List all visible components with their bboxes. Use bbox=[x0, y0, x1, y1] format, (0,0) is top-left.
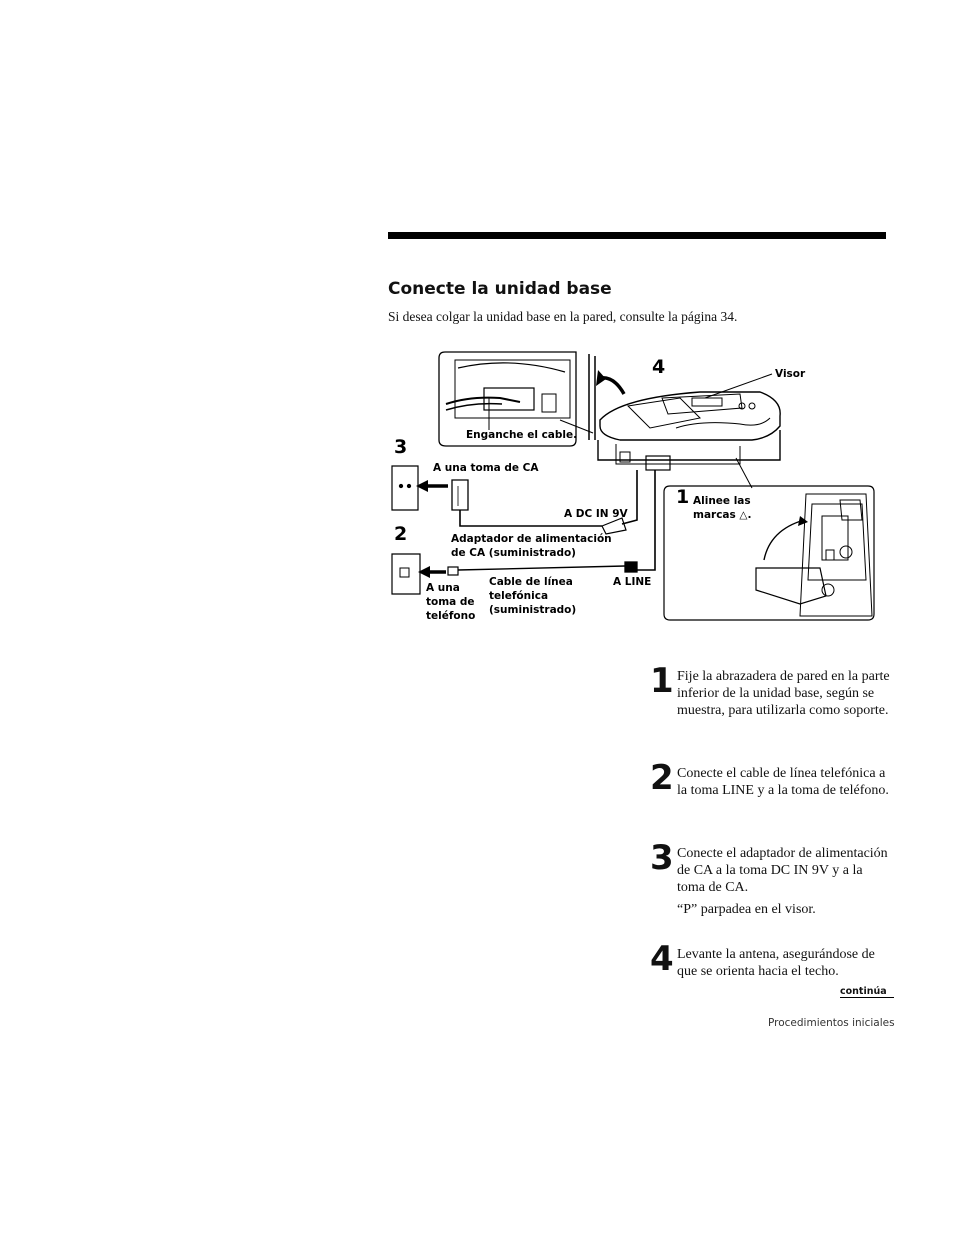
label-alinee: Alinee las marcas △. bbox=[693, 495, 752, 521]
step-number: 1 bbox=[650, 661, 674, 701]
label-toma-ca: A una toma de CA bbox=[433, 462, 539, 474]
step-text: Fije la abrazadera de pared en la parte inferior de la unidad base, según se muestra, para utilizarla como soporte. bbox=[677, 669, 890, 718]
callout-3: 3 bbox=[394, 436, 408, 458]
label-adaptador: Adaptador de alimentación de CA (suministrado) bbox=[451, 533, 612, 559]
step-note: “P” parpadea en el visor. bbox=[677, 902, 816, 917]
label-cable: Cable de línea telefónica (suministrado) bbox=[489, 576, 577, 616]
callout-2: 2 bbox=[394, 523, 408, 545]
base-unit bbox=[598, 392, 780, 470]
label-enganche: Enganche el cable. bbox=[466, 429, 578, 441]
intro-text: Si desea colgar la unidad base en la pared, consulte la página 34. bbox=[388, 309, 738, 324]
page-footer: Procedimientos iniciales bbox=[768, 1017, 895, 1029]
callout-1: 1 bbox=[676, 486, 690, 508]
label-a-line: A LINE bbox=[613, 576, 652, 588]
section-heading: Conecte la unidad base bbox=[388, 279, 612, 299]
label-dc-in: A DC IN 9V bbox=[564, 508, 628, 520]
step-text: Conecte el cable de línea telefónica a la toma LINE y a la toma de teléfono. bbox=[677, 766, 889, 798]
label-visor: Visor bbox=[775, 368, 806, 380]
callout-4: 4 bbox=[652, 356, 666, 378]
step-number: 3 bbox=[650, 838, 674, 878]
step-text: Conecte el adaptador de alimentación de CA a la toma DC IN 9V y a la toma de CA. bbox=[677, 846, 888, 895]
continua-label: continúa bbox=[840, 986, 894, 998]
label-toma-telefono: A una toma de teléfono bbox=[426, 582, 476, 622]
step-number: 4 bbox=[650, 939, 674, 979]
wall-bracket-inset bbox=[664, 458, 874, 620]
step-text: Levante la antena, asegurándose de que se orienta hacia el techo. bbox=[677, 947, 875, 979]
antenna bbox=[589, 354, 595, 440]
step-number: 2 bbox=[650, 758, 674, 798]
